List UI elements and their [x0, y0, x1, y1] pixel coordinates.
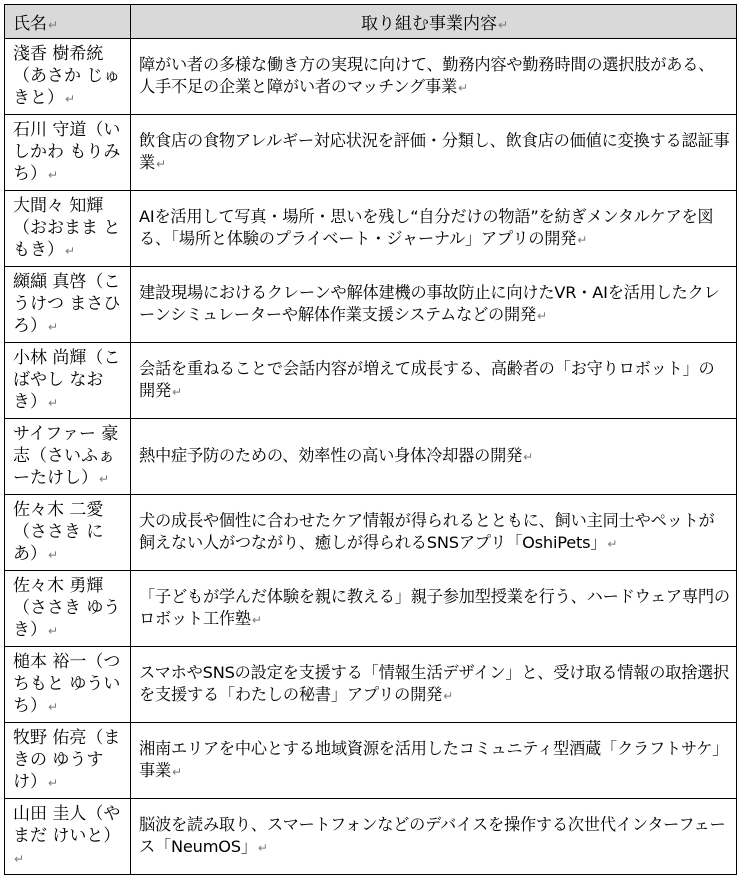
description-cell [131, 115, 737, 191]
name-cell [5, 419, 131, 495]
description-cell [131, 39, 737, 115]
table-row [5, 647, 737, 723]
paragraph-mark: ↵ [48, 548, 59, 562]
header-name-cell [5, 5, 131, 39]
paragraph-mark: ↵ [48, 18, 59, 32]
business-description: AIを活用して写真・場所・思いを残し“自分だけの物語”を紡ぎメンタルケアを図る、「場所と体験のプライベート・ジャーナル」アプリの開発 [139, 207, 714, 248]
person-name: 大間々 知輝（おおまま ともき） [13, 196, 121, 260]
name-cell [5, 343, 131, 419]
paragraph-mark: ↵ [99, 472, 110, 486]
paragraph-mark: ↵ [48, 700, 59, 714]
description-cell [131, 191, 737, 267]
person-name: 牧野 佑亮（まきの ゆうすけ） [13, 728, 121, 792]
person-name: 佐々木 勇輝（ささき ゆうき） [13, 576, 121, 640]
paragraph-mark: ↵ [48, 396, 59, 410]
description-cell [131, 723, 737, 799]
paragraph-mark: ↵ [537, 309, 547, 323]
header-desc-cell [131, 5, 737, 39]
paragraph-mark: ↵ [65, 92, 76, 106]
name-cell [5, 571, 131, 647]
business-description: 建設現場におけるクレーンや解体建機の事故防止に向けたVR・AIを活用したクレーンシミュレーターや解体作業支援システムなどの開発 [139, 283, 720, 324]
person-name: 佐々木 二愛（ささき にあ） [13, 500, 104, 564]
name-cell [5, 191, 131, 267]
table-row [5, 419, 737, 495]
paragraph-mark: ↵ [48, 776, 59, 790]
business-description: 熱中症予防のための、効率性の高い身体冷却器の開発 [139, 446, 523, 465]
business-description: 会話を重ねることで会話内容が増えて成長する、高齢者の「お守りロボット」の開発 [139, 359, 715, 400]
paragraph-mark: ↵ [457, 81, 468, 95]
paragraph-mark: ↵ [48, 168, 59, 182]
paragraph-mark: ↵ [156, 157, 166, 171]
paragraph-mark: ↵ [523, 450, 533, 464]
table-row [5, 267, 737, 343]
description-cell [131, 267, 737, 343]
business-description: 湘南エリアを中心とする地域資源を活用したコミュニティ型酒蔵「クラフトサケ」事業 [139, 739, 729, 780]
table-row [5, 495, 737, 571]
table-header [5, 5, 737, 39]
name-cell [5, 799, 131, 875]
name-cell [5, 267, 131, 343]
person-name: サイファー 豪志（さいふぁーたけし） [13, 424, 119, 488]
person-name: 槌本 裕一（つちもと ゆういち） [13, 652, 121, 716]
paragraph-mark: ↵ [48, 320, 59, 334]
paragraph-mark: ↵ [14, 852, 25, 866]
business-description: スマホやSNSの設定を支援する「情報生活デザイン」と、受け取る情報の取捨選択を支援する「わたしの秘書」アプリの開発 [139, 663, 730, 704]
table-row [5, 571, 737, 647]
description-cell [131, 343, 737, 419]
business-description: 脳波を読み取り、スマートフォンなどのデバイスを操作する次世代インターフェース「NeumOS」 [139, 815, 726, 856]
name-cell [5, 39, 131, 115]
name-cell [5, 115, 131, 191]
paragraph-mark: ↵ [443, 689, 453, 703]
paragraph-mark: ↵ [607, 537, 618, 551]
business-description: 「子どもが学んだ体験を親に教える」親子参加型授業を行う、ハードウェア専門のロボット工作塾 [139, 587, 730, 628]
person-name: 淺香 樹希統（あさか じゅきと） [13, 44, 121, 108]
paragraph-mark: ↵ [65, 244, 76, 258]
paragraph-mark: ↵ [577, 233, 588, 247]
person-name: 石川 守道（いしかわ もりみち） [13, 120, 121, 184]
description-cell [131, 495, 737, 571]
name-cell [5, 495, 131, 571]
table-row [5, 191, 737, 267]
table-row [5, 799, 737, 875]
person-name: 小林 尚輝（こばやし なおき） [13, 348, 121, 412]
entrepreneur-table [4, 4, 737, 875]
description-cell [131, 419, 737, 495]
paragraph-mark: ↵ [497, 18, 509, 32]
description-cell [131, 571, 737, 647]
business-description: 飲食店の食物アレルギー対応状況を評価・分類し、飲食店の価値に変換する認証事業 [139, 131, 730, 172]
header-row [5, 5, 737, 39]
name-cell [5, 647, 131, 723]
table-body [5, 39, 737, 875]
name-cell [5, 723, 131, 799]
description-cell [131, 647, 737, 723]
paragraph-mark: ↵ [257, 841, 268, 855]
business-description: 犬の成長や個性に合わせたケア情報が得られるとともに、飼い主同士やペットが飼えない人がつながり、癒しが得られるSNSアプリ「OshiPets」 [139, 511, 715, 552]
table-row [5, 39, 737, 115]
paragraph-mark: ↵ [171, 765, 182, 779]
table-row [5, 343, 737, 419]
header-name-label: 氏名 [13, 14, 47, 34]
description-cell [131, 799, 737, 875]
paragraph-mark: ↵ [251, 613, 262, 627]
paragraph-mark: ↵ [171, 385, 182, 399]
person-name: 纐纈 真啓（こうけつ まさひろ） [13, 272, 121, 336]
table-row [5, 115, 737, 191]
business-description: 障がい者の多様な働き方の実現に向けて、勤務内容や勤務時間の選択肢がある、人手不足の企業と障がい者のマッチング事業 [139, 55, 715, 96]
table-row [5, 723, 737, 799]
person-name: 山田 圭人（やまだ けいと） [13, 804, 121, 846]
header-desc-label: 取り組む事業内容 [360, 14, 497, 34]
paragraph-mark: ↵ [48, 624, 59, 638]
